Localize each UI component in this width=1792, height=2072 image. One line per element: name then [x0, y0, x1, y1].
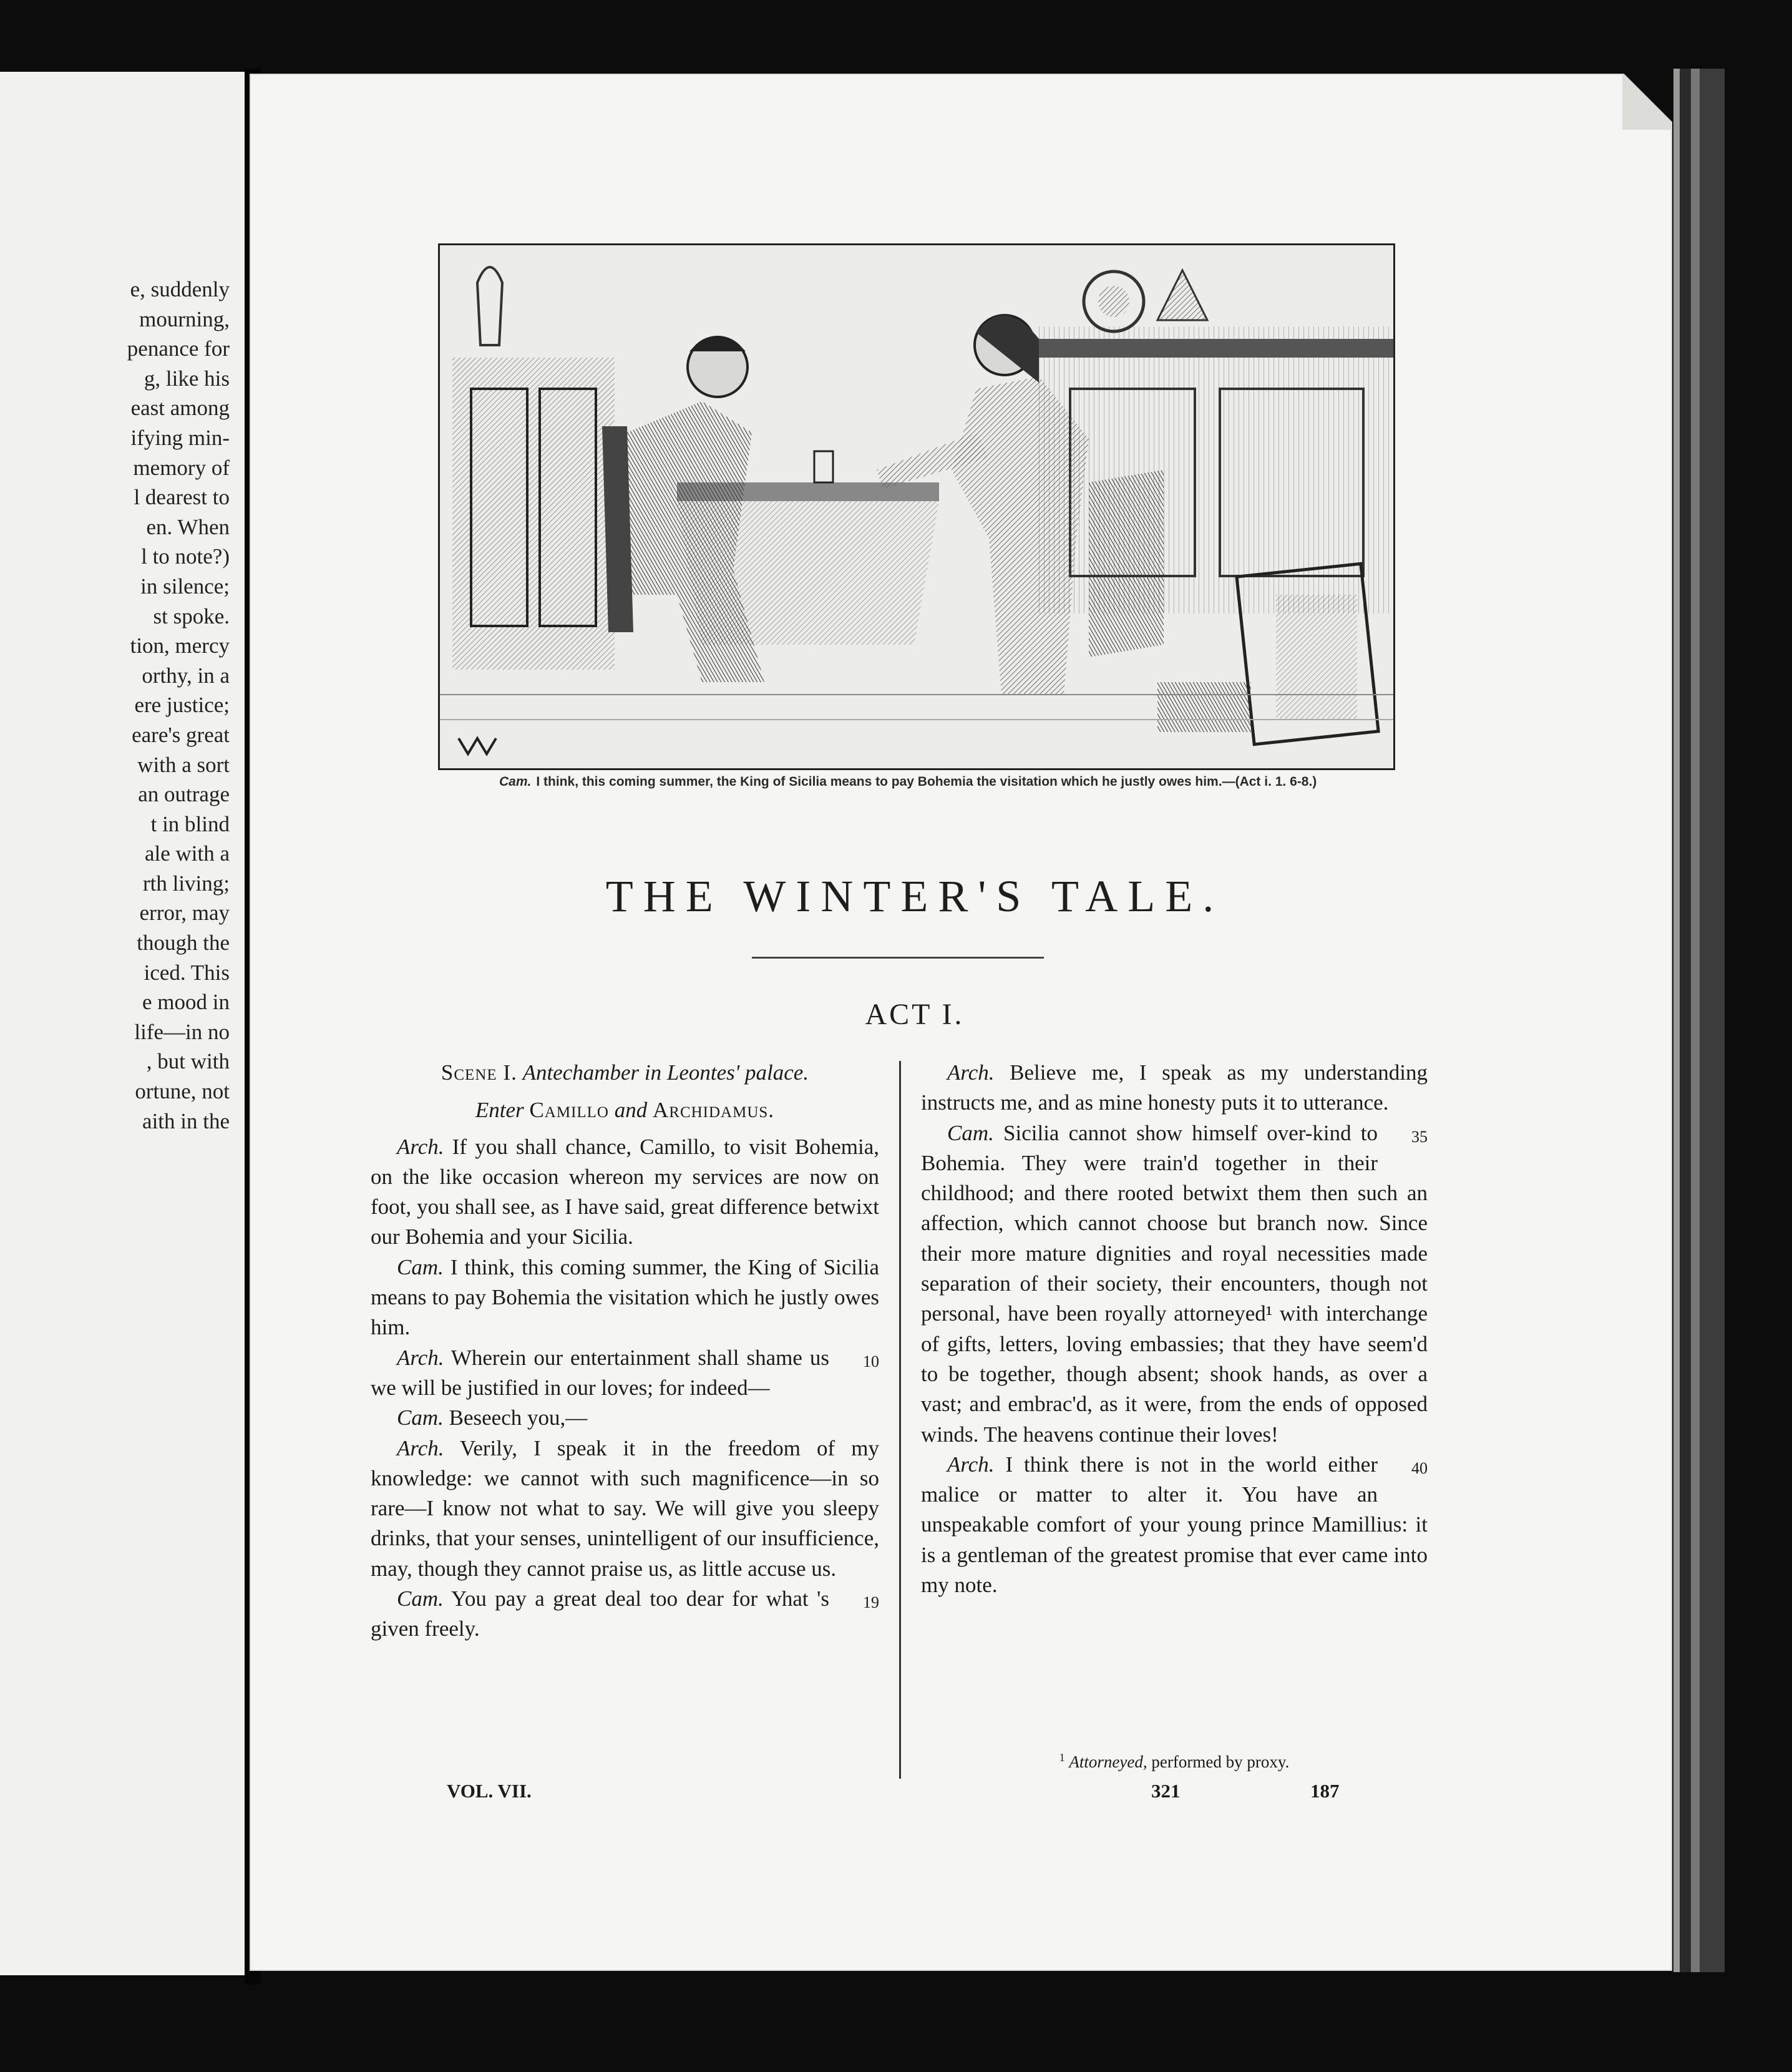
left-page-line: eare's great: [132, 722, 230, 747]
illustration-caption: [499, 773, 1329, 791]
text-column-left: [371, 1058, 879, 1644]
page-edge: [1673, 69, 1680, 1972]
speech: [371, 1403, 879, 1433]
speech: [371, 1253, 879, 1343]
illustration-engraving: [438, 243, 1395, 770]
caption-reference: —(Act i. 1. 6-8.): [1222, 775, 1317, 789]
left-page-line: e, suddenly: [130, 277, 230, 301]
left-page-line: l dearest to: [134, 485, 230, 510]
engraving-scene: [440, 245, 1393, 768]
caption-speaker: Cam.: [499, 775, 532, 789]
speech-text: I think, this coming summer, the King of Sicilia means to pay Bohemia the visitation which he justly owes him.: [371, 1254, 880, 1340]
left-page-line: ortune, not: [135, 1079, 230, 1104]
speech-text: Beseech you,—: [449, 1405, 588, 1430]
speaker-name: Cam.: [947, 1120, 994, 1145]
speech-text: Wherein our entertainment shall shame us we will be justified in our loves; for indeed—: [371, 1345, 829, 1400]
left-page-line: east among: [130, 396, 230, 421]
left-page-line: life—in no: [134, 1019, 230, 1044]
book-cover-edge: [1700, 69, 1725, 1972]
footnote-text: performed by proxy.: [1151, 1752, 1290, 1771]
left-page-text: [5, 275, 230, 1136]
scene-label: Scene I.: [441, 1060, 517, 1085]
stage-character-1: Camillo: [529, 1098, 609, 1123]
speech-text: If you shall chance, Camillo, to visit Bohemia, on the like occasion whereon my services are now on foot, you shall see, as I have said, great difference betwixt our Bohemia and your Sicilia.: [371, 1134, 880, 1249]
left-page-line: iced. This: [144, 960, 230, 985]
page-edge: [1691, 69, 1700, 1972]
left-page-line: orthy, in a: [142, 663, 230, 688]
line-number: 35: [1411, 1127, 1428, 1146]
left-page-line: penance for: [127, 336, 230, 361]
left-page-line: ere justice;: [134, 693, 230, 718]
stage-direction: [371, 1095, 879, 1125]
line-number: 19: [863, 1593, 879, 1612]
speaker-name: Arch.: [397, 1435, 444, 1460]
speaker-name: Arch.: [397, 1345, 444, 1370]
speech-text: Believe me, I speak as my understanding instructs me, and as mine honesty puts it to utterance.: [921, 1060, 1428, 1115]
line-number: 10: [863, 1352, 879, 1371]
left-page-line: though the: [137, 931, 230, 955]
left-page-line: an outrage: [138, 782, 230, 807]
left-page-line: g, like his: [144, 366, 230, 391]
stage-and: and: [614, 1098, 648, 1123]
left-page-line: mourning,: [139, 306, 230, 331]
left-page-line: with a sort: [137, 752, 230, 777]
scene-heading: [371, 1058, 879, 1088]
footnote: [921, 1751, 1428, 1772]
left-page-line: st spoke.: [153, 604, 230, 628]
play-title: THE WINTER'S TALE.: [605, 871, 1224, 921]
speech: [921, 1118, 1428, 1450]
speech-text: You pay a great deal too dear for what 's given freely.: [371, 1586, 829, 1641]
stage-character-2: Archidamus.: [653, 1098, 775, 1123]
speech-text: Verily, I speak it in the freedom of my knowledge: we cannot with such magnificence—in so rare—I know not what to say. We will give you sleepy drinks, that your senses, unintelligent of our insufficience, may, though they cannot praise us, as little accuse us.: [371, 1435, 879, 1581]
left-page-line: aith in the: [142, 1108, 230, 1133]
left-page-line: t in blind: [150, 811, 230, 836]
footnote-mark: 1: [1059, 1751, 1065, 1764]
left-page-line: error, may: [139, 901, 230, 926]
speech: [371, 1132, 879, 1253]
speech-list-right: [921, 1058, 1428, 1600]
speaker-name: Cam.: [397, 1254, 444, 1279]
speech: [921, 1058, 1428, 1118]
footnote-term: Attorneyed,: [1069, 1752, 1147, 1771]
speech-text: I think there is not in the world either malice or matter to alter it. You have an unspeakable comfort of your young prince Mamillius: it is a gentleman of the greatest promise that ever came into my note.: [921, 1452, 1428, 1598]
speech: [371, 1434, 879, 1584]
left-page-line: l to note?): [141, 544, 230, 569]
signature-number: 187: [1310, 1780, 1340, 1802]
speech: [371, 1584, 879, 1644]
speech-text: Sicilia cannot show himself over-kind to Bohemia. They were train'd together in their childhood; and there rooted betwixt them then such an affection, which cannot choose but branch now. Since their more mature dignities and royal necessities made separation of their society, their encounters, though not personal, have been royally attorneyed¹ with interchange of gifts, letters, loving embassies; that they have seem'd to be together, though absent; shook hands, as over a vast; and embrac'd, as it were, from the ends of opposed winds. The heavens continue their loves!: [921, 1120, 1428, 1447]
left-facing-page: [0, 72, 245, 1975]
speech-list-left: [371, 1132, 879, 1644]
speaker-name: Arch.: [947, 1452, 995, 1477]
volume-label: VOL. VII.: [447, 1780, 532, 1802]
left-page-line: ifying min-: [130, 425, 230, 450]
scene-location: Antechamber in Leontes' palace.: [522, 1060, 809, 1085]
text-column-right: [921, 1058, 1428, 1600]
column-divider: [899, 1061, 901, 1779]
left-page-line: rth living;: [142, 871, 230, 896]
speaker-name: Cam.: [397, 1405, 444, 1430]
act-heading: ACT I.: [865, 998, 965, 1031]
title-divider: [752, 957, 1044, 959]
page-corner-fold: [1622, 74, 1672, 130]
page-number: 321: [1151, 1780, 1181, 1802]
caption-text: I think, this coming summer, the King of Sicilia means to pay Bohemia the visitation which he justly owes him.: [536, 775, 1222, 789]
speaker-name: Arch.: [947, 1060, 995, 1085]
speech: [921, 1450, 1428, 1600]
line-number: 40: [1411, 1459, 1428, 1477]
page-edge: [1680, 69, 1691, 1972]
speaker-name: Arch.: [397, 1134, 444, 1159]
speaker-name: Cam.: [397, 1586, 444, 1611]
left-page-line: , but with: [146, 1049, 230, 1074]
left-page-line: in silence;: [140, 574, 230, 599]
left-page-line: memory of: [133, 455, 230, 480]
left-page-line: e mood in: [142, 990, 230, 1015]
speech: [371, 1343, 879, 1404]
left-page-line: en. When: [146, 514, 230, 539]
stage-enter: Enter: [475, 1098, 524, 1123]
left-page-line: tion, mercy: [130, 633, 230, 658]
left-page-line: ale with a: [144, 841, 230, 866]
